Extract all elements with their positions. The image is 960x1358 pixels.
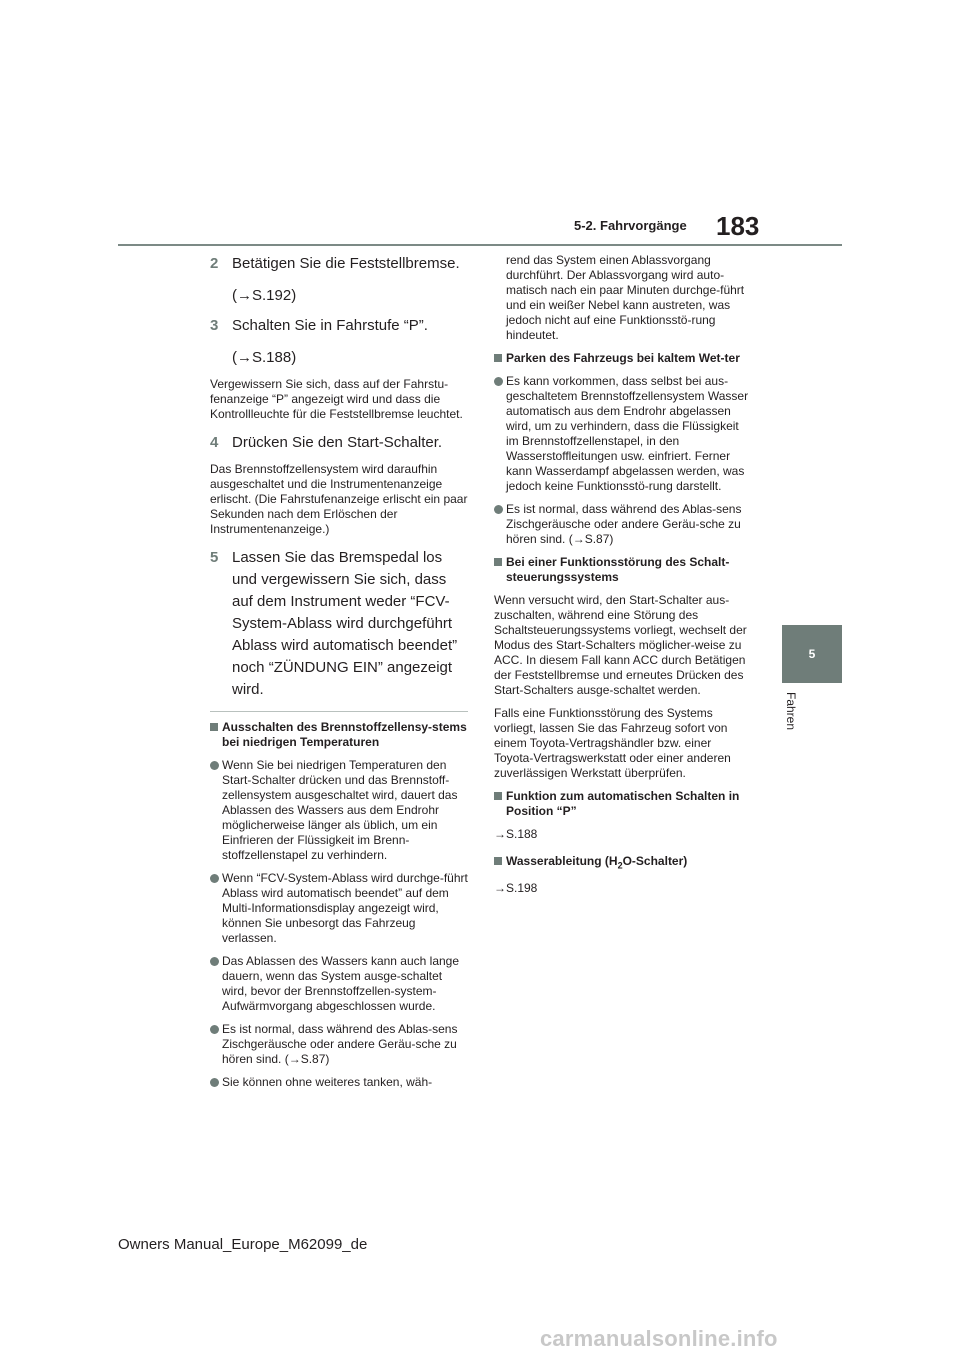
bullet-item bbox=[494, 374, 752, 494]
subheading-text: Bei einer Funktionsstörung des Schalt-steuerungssystems bbox=[506, 555, 730, 584]
chapter-tab: 5 bbox=[782, 625, 842, 683]
round-bullet-icon bbox=[210, 874, 219, 883]
bullet-text: Es kann vorkommen, dass selbst bei aus-geschaltetem Brennstoffzellensystem Wasser automatisch aus dem Endrohr abgelassen wird, um zu verhindern, dass die Flüssigkeit im Brennstoffzellenstapel, in den Wasserstoffleitungen usw. einfriert. Ferner kann Wasserdampf abgelassen werden, was jedoch keine Funktionsstö-rung darstellt. bbox=[506, 374, 749, 493]
subheading bbox=[494, 555, 752, 585]
bullet-text: Es ist normal, dass während des Ablas-sens Zischgeräusche oder andere Geräu-sche zu hören sind. (→S.87) bbox=[506, 502, 742, 546]
subheading-text: Ausschalten des Brennstoffzellensy-stems bei niedrigen Temperaturen bbox=[222, 720, 467, 749]
square-bullet-icon bbox=[494, 354, 502, 362]
bullet-text: Sie können ohne weiteres tanken, wäh- bbox=[222, 1075, 433, 1089]
subheading-subscript: 2 bbox=[617, 860, 623, 871]
round-bullet-icon bbox=[210, 761, 219, 770]
paragraph: Falls eine Funktionsstörung des Systems vorliegt, lassen Sie das Fahrzeug sofort von einem Toyota-Vertragshändler bzw. einer Toyota-Vertragswerkstatt oder einer anderen zuverlässigen Werkstatt überprüfen. bbox=[494, 706, 731, 780]
step-number: 2 bbox=[210, 255, 219, 272]
subheading-text: Parken des Fahrzeugs bei kaltem Wet-ter bbox=[506, 351, 740, 365]
step-text: Drücken Sie den Start-Schalter. bbox=[232, 434, 443, 451]
step-3-note: Vergewissern Sie sich, dass auf der Fahrstu-fenanzeige “P” angezeigt wird und dass die Kontrollleuchte für die Feststellbremse leuchtet. bbox=[210, 377, 463, 421]
round-bullet-icon bbox=[210, 1078, 219, 1087]
page-number: 183 bbox=[716, 211, 760, 241]
footer-manual-id: Owners Manual_Europe_M62099_de bbox=[118, 1236, 368, 1253]
left-column bbox=[210, 253, 468, 1098]
step-text: Betätigen Sie die Feststellbremse. bbox=[232, 255, 460, 272]
subheading-text-end: O-Schalter) bbox=[622, 854, 688, 868]
subheading bbox=[210, 720, 468, 750]
bullet-text: Wenn Sie bei niedrigen Temperaturen den Start-Schalter drücken und das Brennstoff-zellensystem ausgeschaltet wird, dauert das Ablassen des Wassers aus dem Endrohr möglicherweise länger als üblich, um ein Einfrieren der Flüssigkeit im Brenn-stoffzellenstapel zu verhindern. bbox=[222, 758, 458, 862]
continued-text: rend das System einen Ablassvorgang durchführt. Der Ablassvorgang wird auto-matisch nach ein paar Minuten durchge-führt und ein weißer Nebel kann austreten, was jedoch nicht auf eine Funktionsstö-rung hindeutet. bbox=[506, 253, 745, 342]
page-reference: →S.198 bbox=[494, 881, 538, 896]
chapter-label-text: Fahren bbox=[784, 692, 798, 731]
right-column bbox=[494, 253, 752, 908]
subheading bbox=[494, 789, 752, 819]
step-number: 4 bbox=[210, 434, 219, 451]
bullet-item bbox=[210, 1075, 468, 1090]
step-reference: (→S.192) bbox=[232, 287, 297, 304]
subheading bbox=[494, 351, 752, 366]
bullet-item bbox=[210, 1022, 468, 1067]
subheading-text-start: Wasserableitung (H bbox=[506, 854, 618, 868]
square-bullet-icon bbox=[494, 792, 502, 800]
step-text: Schalten Sie in Fahrstufe “P”. bbox=[232, 317, 428, 334]
square-bullet-icon bbox=[494, 558, 502, 566]
section-header: 5-2. Fahrvorgänge bbox=[574, 218, 687, 233]
watermark: carmanualsonline.info bbox=[540, 1326, 778, 1351]
bullet-text: Es ist normal, dass während des Ablas-sens Zischgeräusche oder andere Geräu-sche zu hören sind. (→S.87) bbox=[222, 1022, 458, 1066]
bullet-text: Das Ablassen des Wassers kann auch lange dauern, wenn das System ausge-schaltet wird, bevor der Brennstoffzellen-system-Aufwärmvorgang abgeschlossen wurde. bbox=[222, 954, 460, 1013]
step-number: 5 bbox=[210, 549, 219, 566]
round-bullet-icon bbox=[210, 957, 219, 966]
step-4 bbox=[210, 432, 468, 454]
round-bullet-icon bbox=[494, 505, 503, 514]
bullet-item bbox=[494, 502, 752, 547]
step-5 bbox=[210, 547, 468, 701]
bullet-item bbox=[210, 954, 468, 1014]
bullet-text: Wenn “FCV-System-Ablass wird durchge-führt Ablass wird automatisch beendet” auf dem Multi-Informationsdisplay angezeigt wird, können Sie unbesorgt das Fahrzeug verlassen. bbox=[222, 871, 468, 945]
paragraph: Wenn versucht wird, den Start-Schalter aus-zuschalten, während eine Störung des Schaltsteuerungssystems vorliegt, wechselt der Modus des Start-Schalters möglicher-weise zu ACC. In diesem Fall kann ACC durch Betätigen der Feststellbremse und erneutes Drücken des Start-Schalters ausge-schaltet werden. bbox=[494, 593, 747, 697]
bullet-item bbox=[210, 871, 468, 946]
step-reference: (→S.188) bbox=[232, 349, 297, 366]
step-4-note: Das Brennstoffzellensystem wird daraufhin ausgeschaltet und die Instrumentenanzeige erlischt. (Die Fahrstufenanzeige erlischt ein paar Sekunden nach dem Erlöschen der Instrumentenanzeige.) bbox=[210, 462, 468, 536]
chapter-label bbox=[776, 692, 816, 752]
header-rule bbox=[118, 244, 842, 246]
subheading-text: Funktion zum automatischen Schalten in Position “P” bbox=[506, 789, 740, 818]
round-bullet-icon bbox=[494, 377, 503, 386]
square-bullet-icon bbox=[210, 723, 218, 731]
bullet-item bbox=[210, 758, 468, 863]
subheading bbox=[494, 854, 752, 873]
square-bullet-icon bbox=[494, 857, 502, 865]
step-text: Lassen Sie das Bremspedal los und vergewissern Sie sich, dass auf dem Instrument weder “FCV-System-Ablass wird durchgeführt Ablass wird automatisch beendet” noch “ZÜNDUNG EIN” angezeigt wird. bbox=[232, 549, 458, 698]
step-3 bbox=[210, 315, 468, 369]
page-reference: →S.188 bbox=[494, 827, 538, 841]
section-divider bbox=[210, 711, 468, 712]
step-number: 3 bbox=[210, 317, 219, 334]
step-2 bbox=[210, 253, 468, 307]
round-bullet-icon bbox=[210, 1025, 219, 1034]
